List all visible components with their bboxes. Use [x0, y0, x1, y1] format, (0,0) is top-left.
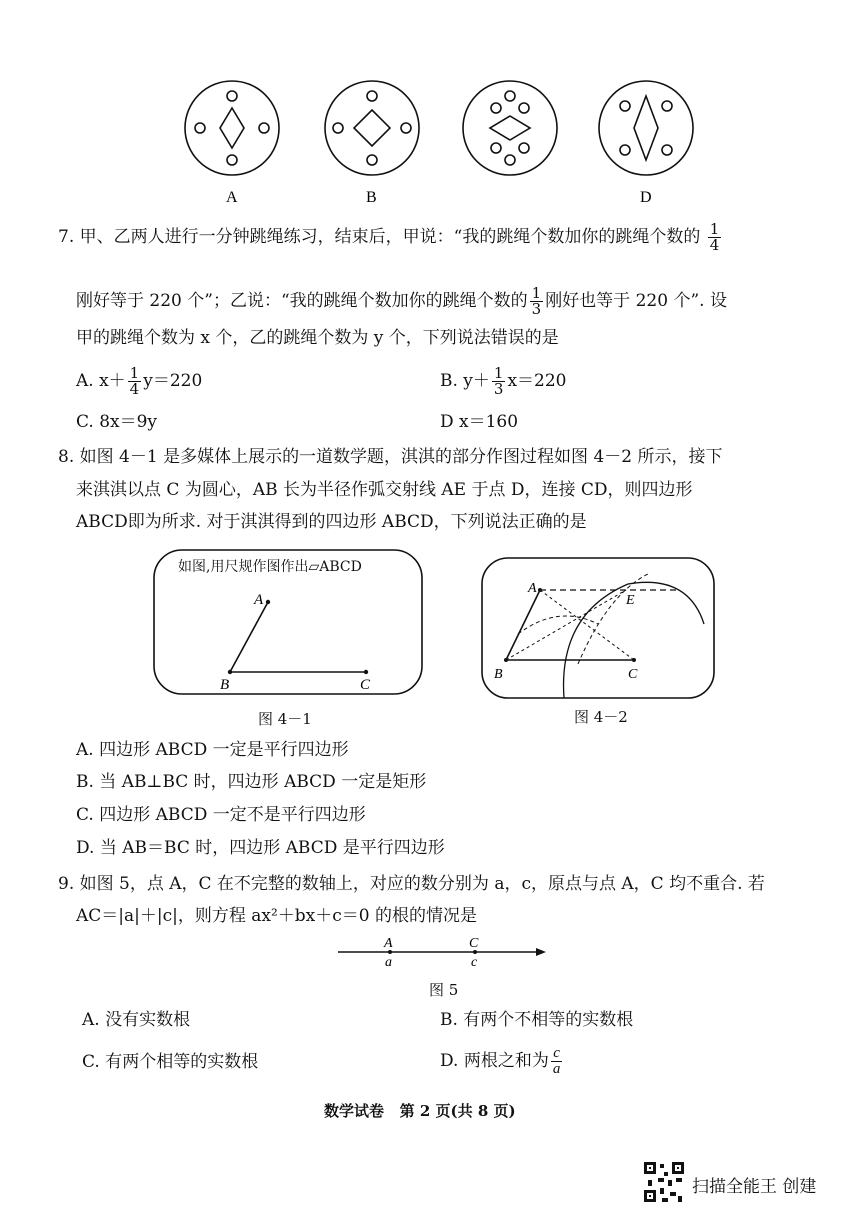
q8-option-d: D. 当 AB＝BC 时，四边形 ABCD 是平行四边形	[76, 838, 445, 858]
q7-stem-line1: 7. 甲、乙两人进行一分钟跳绳练习，结束后，甲说：“我的跳绳个数加你的跳绳个数的 $\frac{1}{4}$	[58, 220, 720, 254]
option-figure-d	[599, 81, 693, 175]
option-figure-b	[325, 81, 419, 175]
qr-code-icon	[642, 1160, 686, 1204]
q7-stem-line2: 刚好等于 220 个”；乙说：“我的跳绳个数加你的跳绳个数的 $\frac{1}{3}$ 刚好也等于 220 个”. 设	[76, 284, 727, 318]
option-label-d: D	[640, 189, 652, 206]
figure-4-1-title: 如图,用尺规作图作出▱ABCD	[178, 559, 362, 575]
q8-option-a: A. 四边形 ABCD 一定是平行四边形	[76, 740, 349, 760]
figure-5-caption: 图 5	[429, 981, 459, 999]
watermark-text: 扫描全能王 创建	[692, 1177, 817, 1197]
axis-point-c: C	[469, 936, 479, 951]
fraction: $\frac{1}{4}$	[129, 364, 140, 398]
q7-stem-line3: 甲的跳绳个数为 x 个，乙的跳绳个数为 y 个，下列说法错误的是	[76, 328, 559, 348]
point-label-a: A	[528, 581, 537, 596]
point-label-b: B	[220, 677, 230, 693]
q8-stem-line3: ABCD即为所求. 对于淇淇得到的四边形 ABCD，下列说法正确的是	[76, 512, 587, 532]
option-figure-a	[185, 81, 279, 175]
page-footer: 数学试卷 第 2 页(共 8 页)	[324, 1102, 516, 1120]
option-figure-c	[463, 81, 557, 175]
q8-option-b: B. 当 AB⊥BC 时，四边形 ABCD 一定是矩形	[76, 772, 427, 792]
q8-option-c: C. 四边形 ABCD 一定不是平行四边形	[76, 805, 366, 825]
option-label-b: B	[366, 189, 377, 206]
figure-5-number-line	[334, 934, 550, 970]
q9-stem-line2: AC＝|a|＋|c|，则方程 ax²＋bx＋c＝0 的根的情况是	[76, 906, 478, 926]
figure-4-2-frame	[482, 558, 714, 698]
figure-4-2	[478, 554, 718, 706]
q7-option-c: C. 8x＝9y	[76, 412, 158, 432]
point-label-a: A	[254, 592, 264, 608]
q8-stem-line1: 8. 如图 4－1 是多媒体上展示的一道数学题，淇淇的部分作图过程如图 4－2 所示，接下	[58, 447, 723, 467]
option-figures	[170, 78, 710, 208]
fraction: $\frac{1}{4}$	[709, 220, 720, 254]
option-label-a: A	[226, 189, 238, 206]
point-label-c: C	[628, 667, 638, 682]
q7-option-d: D x＝160	[440, 412, 519, 432]
q9-stem-line1: 9. 如图 5，点 A，C 在不完整的数轴上，对应的数分别为 a，c，原点与点 A，C 均不重合. 若	[58, 874, 765, 894]
figure-4-1-caption: 图 4－1	[258, 710, 312, 728]
point-label-e: E	[626, 593, 635, 608]
point-label-b: B	[494, 667, 503, 682]
q7-option-a: A. x＋ $\frac{1}{4}$ y＝220	[76, 364, 203, 398]
q8-stem-line2: 来淇淇以点 C 为圆心，AB 长为半径作弧交射线 AE 于点 D，连接 CD，则四边形	[76, 480, 693, 500]
q9-option-a: A. 没有实数根	[82, 1010, 191, 1030]
figure-4-2-caption: 图 4－2	[574, 708, 628, 726]
q9-option-b: B. 有两个不相等的实数根	[440, 1010, 634, 1030]
point-label-c: C	[360, 677, 371, 693]
axis-value-a: a	[385, 955, 392, 970]
axis-point-a: A	[384, 936, 393, 951]
q9-option-d: D. 两根之和为 $\frac{c}{a}$	[440, 1045, 561, 1077]
axis-value-c: c	[471, 955, 478, 970]
q9-option-c: C. 有两个相等的实数根	[82, 1052, 259, 1072]
fraction: $\frac{1}{3}$	[493, 364, 504, 398]
fraction: $\frac{1}{3}$	[531, 284, 542, 318]
fraction: $\frac{c}{a}$	[552, 1045, 561, 1077]
q7-option-b: B. y＋ $\frac{1}{3}$ x＝220	[440, 364, 567, 398]
